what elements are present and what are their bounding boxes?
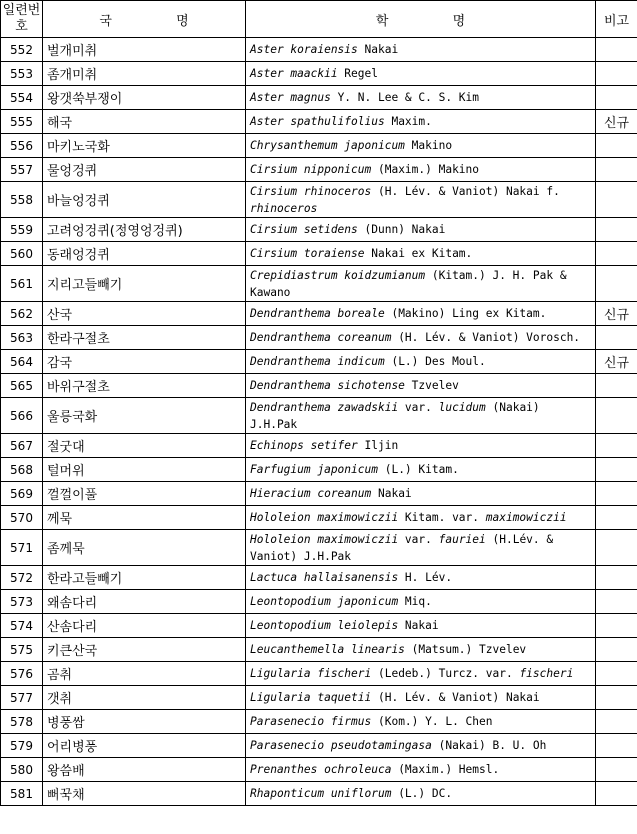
table-row [1,686,637,710]
table-row [1,38,637,62]
serial-number: 561 [1,266,43,302]
remark [596,530,637,566]
scientific-name-author-part: (Dunn) Nakai [357,223,446,236]
header-remark: 비고 [596,1,637,38]
serial-number: 562 [1,302,43,326]
scientific-name-author-part: Makino [404,139,453,152]
scientific-name-italic-part: Cirsium setidens [250,223,358,236]
table-row [1,614,637,638]
korean-name: 곰취 [43,662,246,686]
scientific-name [246,758,596,782]
scientific-name-italic-part: Hololeion maximowiczii [250,511,399,524]
scientific-name-author-part: (H. Lév. & Vaniot) Nakai [371,691,540,704]
serial-number: 575 [1,638,43,662]
serial-number: 570 [1,506,43,530]
scientific-name [246,218,596,242]
korean-name: 동래엉겅퀴 [43,242,246,266]
scientific-name [246,638,596,662]
table-row [1,566,637,590]
remark [596,374,637,398]
scientific-name-author-part: (Nakai) J.H.Pak [250,400,540,431]
korean-name: 지리고들빼기 [43,266,246,302]
scientific-name-author-part: H. Lév. [398,571,453,584]
scientific-name-italic-part: Leucanthemella linearis [250,643,405,656]
scientific-name-author-part: Nakai [357,43,399,56]
scientific-name-author-part: (L.) Des Moul. [384,355,486,368]
scientific-name-author-part: (Makino) Ling ex Kitam. [384,307,547,320]
korean-name: 고려엉겅퀴(정영엉겅퀴) [43,218,246,242]
scientific-name-italic-part: Leontopodium japonicum [250,595,399,608]
scientific-name [246,710,596,734]
scientific-name-italic-part: rhinoceros [250,201,318,215]
scientific-name-author-part: (H.Lév. & Vaniot) J.H.Pak [250,532,554,563]
scientific-name-italic-part: Ligularia taquetii [250,691,372,704]
header-serial-number: 일련번호 [1,1,43,38]
korean-name: 해국 [43,110,246,134]
scientific-name-italic-part: Aster koraiensis [250,43,358,56]
scientific-name-italic-part: Chrysanthemum japonicum [250,139,405,152]
scientific-name-author-part: (L.) DC. [391,787,453,800]
table-row [1,506,637,530]
scientific-name [246,782,596,806]
serial-number: 571 [1,530,43,566]
scientific-name-italic-part: Dendranthema zawadskii [250,400,399,414]
scientific-name [246,182,596,218]
korean-name: 껄껄이풀 [43,482,246,506]
scientific-name [246,374,596,398]
remark [596,566,637,590]
scientific-name-italic-part: Lactuca hallaisanensis [250,571,399,584]
scientific-name-italic-part: Aster magnus [250,91,331,104]
scientific-name [246,134,596,158]
serial-number: 558 [1,182,43,218]
serial-number: 557 [1,158,43,182]
remark [596,134,637,158]
scientific-name [246,86,596,110]
scientific-name-italic-part: Parasenecio firmus [250,715,372,728]
scientific-name [246,506,596,530]
korean-name: 왜솜다리 [43,590,246,614]
scientific-name-italic-part: Parasenecio pseudotamingasa [250,739,432,752]
scientific-name [246,62,596,86]
remark [596,686,637,710]
korean-name: 바늘엉겅퀴 [43,182,246,218]
scientific-name-author-part: (Kom.) Y. L. Chen [371,715,493,728]
serial-number: 564 [1,350,43,374]
scientific-name [246,734,596,758]
table-row [1,638,637,662]
scientific-name-italic-part: fauriei [438,532,486,546]
scientific-name-italic-part: Dendranthema sichotense [250,379,405,392]
remark [596,266,637,302]
scientific-name-author-part: (L.) Kitam. [377,463,459,476]
remark [596,734,637,758]
scientific-name [246,38,596,62]
scientific-name-italic-part: Farfugium japonicum [250,463,378,476]
header-korean-name: 국 명 [43,1,246,38]
serial-number: 579 [1,734,43,758]
header-row [1,1,637,38]
korean-name: 좀개미취 [43,62,246,86]
korean-name: 절굿대 [43,434,246,458]
korean-name: 왕갯쑥부쟁이 [43,86,246,110]
remark [596,158,637,182]
scientific-name [246,434,596,458]
scientific-name-author-part: Miq. [398,595,432,608]
remark [596,326,637,350]
table-row [1,158,637,182]
serial-number: 569 [1,482,43,506]
table-row [1,530,637,566]
scientific-name-author-part: (H. Lév. & Vaniot) Nakai f. [371,184,560,198]
scientific-name [246,326,596,350]
serial-number: 568 [1,458,43,482]
table-row [1,218,637,242]
table-row [1,86,637,110]
korean-name: 한라고들빼기 [43,566,246,590]
table-row [1,326,637,350]
table-row [1,134,637,158]
scientific-name-italic-part: Ligularia fischeri [250,667,372,680]
table-row [1,590,637,614]
scientific-name-author-part: Kitam. var. [398,511,486,524]
scientific-name-italic-part: lucidum [438,400,486,414]
remark [596,662,637,686]
table-row [1,110,637,134]
scientific-name-author-part: Nakai [371,487,412,500]
table-row [1,374,637,398]
scientific-name [246,158,596,182]
serial-number: 554 [1,86,43,110]
scientific-name-italic-part: Prenanthes ochroleuca [250,763,392,776]
scientific-name-italic-part: Cirsium toraiense [250,247,365,260]
header-scientific-name: 학 명 [246,1,596,38]
scientific-name-italic-part: Cirsium nipponicum [250,163,372,176]
scientific-name [246,614,596,638]
scientific-name-author-part: (Maxim.) Hemsl. [391,763,500,776]
remark [596,218,637,242]
scientific-name-italic-part: Echinops setifer [250,439,358,452]
scientific-name [246,566,596,590]
remark [596,758,637,782]
serial-number: 566 [1,398,43,434]
remark [596,434,637,458]
scientific-name-author-part: var. [398,532,439,546]
scientific-name [246,458,596,482]
korean-name: 물엉겅퀴 [43,158,246,182]
scientific-name [246,242,596,266]
scientific-name-author-part: Nakai ex Kitam. [364,247,473,260]
scientific-name-author-part: (H. Lév. & Vaniot) Vorosch. [391,331,581,344]
serial-number: 560 [1,242,43,266]
scientific-name-italic-part: Dendranthema boreale [250,307,385,320]
scientific-name-italic-part: Rhaponticum uniflorum [250,787,392,800]
table-row [1,482,637,506]
korean-name: 왕씀배 [43,758,246,782]
table-row [1,242,637,266]
scientific-name-author-part: (Ledeb.) Turcz. var. [371,667,520,680]
scientific-name-italic-part: Dendranthema indicum [250,355,385,368]
table-row [1,62,637,86]
scientific-name-author-part: (Maxim.) Makino [371,163,480,176]
korean-name: 어리병풍 [43,734,246,758]
serial-number: 552 [1,38,43,62]
scientific-name [246,266,596,302]
table-row [1,302,637,326]
serial-number: 555 [1,110,43,134]
remark [596,458,637,482]
scientific-name [246,302,596,326]
serial-number: 572 [1,566,43,590]
korean-name: 울릉국화 [43,398,246,434]
table-row [1,266,637,302]
remark [596,62,637,86]
serial-number: 574 [1,614,43,638]
scientific-name-author-part: (Kitam.) J. H. Pak & Kawano [250,268,567,299]
remark [596,482,637,506]
remark [596,710,637,734]
remark [596,182,637,218]
scientific-name-author-part: Nakai [398,619,439,632]
scientific-name [246,686,596,710]
table-row [1,782,637,806]
table-row [1,350,637,374]
remark [596,398,637,434]
remark [596,38,637,62]
serial-number: 580 [1,758,43,782]
korean-name: 산솜다리 [43,614,246,638]
remark [596,614,637,638]
scientific-name-italic-part: Leontopodium leiolepis [250,619,399,632]
table-row [1,434,637,458]
scientific-name-italic-part: Aster spathulifolius [250,115,385,128]
scientific-name-author-part: var. [398,400,439,414]
scientific-name-italic-part: Hololeion maximowiczii [250,532,399,546]
serial-number: 577 [1,686,43,710]
serial-number: 576 [1,662,43,686]
scientific-name-italic-part: fischeri [519,667,574,680]
korean-name: 병풍쌈 [43,710,246,734]
scientific-name-italic-part: maximowiczii [485,511,567,524]
scientific-name [246,350,596,374]
serial-number: 563 [1,326,43,350]
remark: 신규 [596,302,637,326]
scientific-name-author-part: Y. N. Lee & C. S. Kim [330,91,480,104]
serial-number: 573 [1,590,43,614]
serial-number: 559 [1,218,43,242]
korean-name: 키큰산국 [43,638,246,662]
scientific-name [246,398,596,434]
table-row [1,710,637,734]
korean-name: 뻐꾹채 [43,782,246,806]
remark: 신규 [596,110,637,134]
table-row [1,398,637,434]
scientific-name-author-part: Maxim. [384,115,432,128]
korean-name: 마키노국화 [43,134,246,158]
scientific-name-italic-part: Hieracium coreanum [250,487,372,500]
korean-name: 갯취 [43,686,246,710]
table-row [1,182,637,218]
remark [596,86,637,110]
serial-number: 567 [1,434,43,458]
scientific-name [246,530,596,566]
scientific-name [246,110,596,134]
korean-name: 털머위 [43,458,246,482]
table-row [1,758,637,782]
table-row [1,662,637,686]
scientific-name-italic-part: Dendranthema coreanum [250,331,392,344]
scientific-name-author-part: (Nakai) B. U. Oh [431,739,547,752]
korean-name: 바위구절초 [43,374,246,398]
serial-number: 578 [1,710,43,734]
korean-name: 감국 [43,350,246,374]
scientific-name-author-part: (Matsum.) Tzvelev [404,643,527,656]
remark: 신규 [596,350,637,374]
remark [596,782,637,806]
serial-number: 556 [1,134,43,158]
remark [596,242,637,266]
scientific-name-italic-part: Cirsium rhinoceros [250,184,372,198]
scientific-name-author-part: Tzvelev [404,379,459,392]
korean-name: 산국 [43,302,246,326]
serial-number: 581 [1,782,43,806]
scientific-name [246,482,596,506]
table-row [1,458,637,482]
remark [596,506,637,530]
serial-number: 565 [1,374,43,398]
remark [596,638,637,662]
scientific-name [246,662,596,686]
korean-name: 벌개미취 [43,38,246,62]
remark [596,590,637,614]
korean-name: 좀께묵 [43,530,246,566]
scientific-name-author-part: Iljin [357,439,399,452]
table-row [1,734,637,758]
scientific-name [246,590,596,614]
scientific-name-author-part: Regel [337,67,378,80]
scientific-name-italic-part: Aster maackii [250,67,338,80]
scientific-name-italic-part: Crepidiastrum koidzumianum [250,268,426,282]
korean-name: 께묵 [43,506,246,530]
korean-name: 한라구절초 [43,326,246,350]
serial-number: 553 [1,62,43,86]
